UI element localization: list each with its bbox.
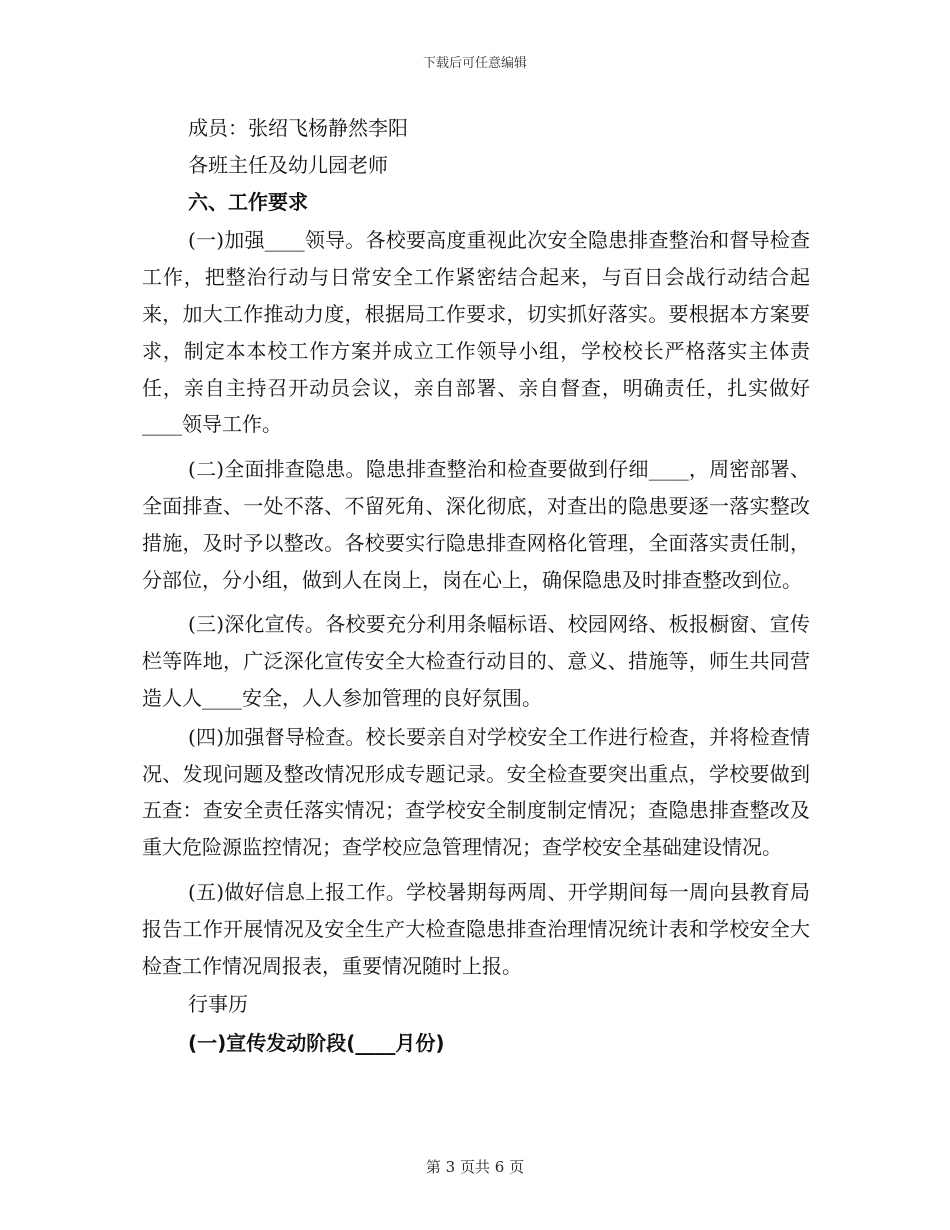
paragraph-supervision: (四)加强督导检查。校长要亲自对学校安全工作进行检查，并将检查情况、发现问题及整改情况形成专题记录。安全检查要突出重点，学校要做到五查：查安全责任落实情况；查学校安全制度制定情况；查隐患排查整改及重大危险源监控情况；查学校应急管理情况；查学校安全基础建设情况。: [142, 724, 810, 860]
paragraph-publicity: (三)深化宣传。各校要充分利用条幅标语、校园网络、板报橱窗、宣传栏等阵地，广泛深化宣传安全大检查行动目的、意义、措施等，师生共同营造人人____安全，人人参加管理的良好氛围。: [142, 612, 810, 710]
members-line: 成员：张绍飞杨静然李阳: [188, 116, 408, 140]
phase-heading-publicity: (一)宣传发动阶段(____月份): [188, 1031, 445, 1056]
paragraph-strengthen-leadership: (一)加强____领导。各校要高度重视此次安全隐患排查整治和督导检查工作，把整治行动与日常安全工作紧密结合起来，与百日会战行动结合起来，加大工作推动力度，根据局工作要求，切实抓好落实。要根据本方案要求，制定本本校工作方案并成立工作领导小组，学校校长严格落实主体责任，亲自主持召开动员会议，亲自部署、亲自督查，明确责任，扎实做好____领导工作。: [142, 228, 810, 437]
teachers-line: 各班主任及幼儿园老师: [188, 152, 388, 177]
paragraph-hazard-inspection: (二)全面排查隐患。隐患排查整治和检查要做到仔细____，周密部署、全面排查、一处不落、不留死角、深化彻底，对查出的隐患要逐一落实整改措施，及时予以整改。各校要实行隐患排查网格化管理，全面落实责任制，分部位，分小组，做到人在岗上，岗在心上，确保隐患及时排查整改到位。: [142, 457, 810, 592]
page-header: 下载后可任意编辑: [422, 56, 527, 71]
section-heading-work-requirements: 六、工作要求: [188, 189, 308, 214]
document-body: [142, 110, 810, 1062]
page-footer: 第 3 页共 6 页: [425, 1158, 525, 1176]
calendar-heading: 行事历: [188, 992, 248, 1017]
paragraph-reporting: (五)做好信息上报工作。学校暑期每两周、开学期间每一周向县教育局报告工作开展情况及安全生产大检查隐患排查治理情况统计表和学校安全大检查工作情况周报表，重要情况随时上报。: [142, 879, 810, 978]
